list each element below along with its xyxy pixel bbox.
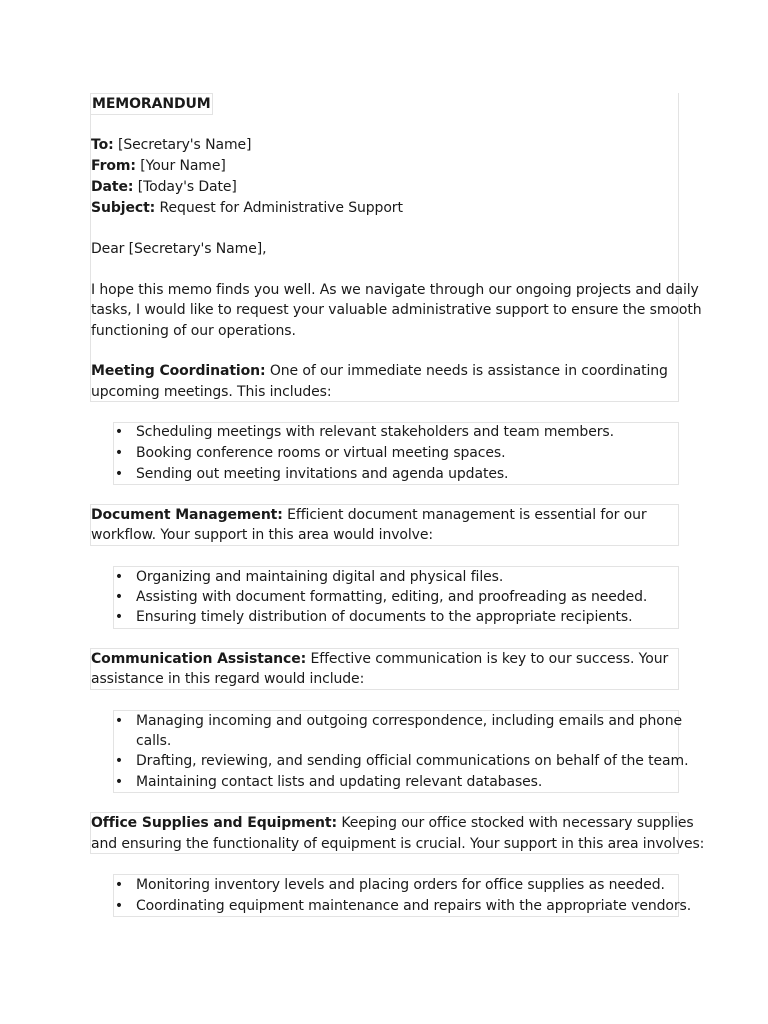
bullet-text: Organizing and maintaining digital and physical files. bbox=[136, 569, 504, 585]
bullet-item bbox=[114, 751, 689, 771]
section-text: Efficient document management is essential for our bbox=[282, 507, 647, 523]
date-value: [Today's Date] bbox=[137, 179, 237, 195]
bullet-text: Maintaining contact lists and updating relevant databases. bbox=[136, 774, 543, 790]
bullet-dot: • bbox=[114, 424, 124, 440]
intro-line: I hope this memo finds you well. As we navigate through our ongoing projects and daily bbox=[91, 282, 699, 298]
from-value: [Your Name] bbox=[140, 158, 226, 174]
intro-line: tasks, I would like to request your valuable administrative support to ensure the smooth bbox=[91, 302, 702, 318]
memo-from-line bbox=[91, 156, 226, 176]
bullet-dot: • bbox=[114, 609, 124, 625]
intro-line: functioning of our operations. bbox=[91, 323, 296, 339]
to-value: [Secretary's Name] bbox=[117, 137, 252, 153]
bullet-text: Drafting, reviewing, and sending official communications on behalf of the team. bbox=[136, 753, 689, 769]
section-heading: Office Supplies and Equipment: bbox=[91, 815, 337, 831]
memo-title: MEMORANDUM bbox=[90, 93, 213, 115]
section-paragraph-line: and ensuring the functionality of equipment is crucial. Your support in this area involves: bbox=[91, 836, 705, 852]
section-paragraph-line: workflow. Your support in this area would involve: bbox=[91, 527, 433, 543]
bullet-dot: • bbox=[114, 753, 124, 769]
section-heading: Document Management: bbox=[91, 507, 283, 523]
bullet-item bbox=[114, 711, 683, 731]
section-heading: Meeting Coordination: bbox=[91, 363, 266, 379]
bullet-dot: • bbox=[114, 774, 124, 790]
salutation: Dear [Secretary's Name], bbox=[91, 241, 267, 257]
bullet-dot: • bbox=[114, 589, 124, 605]
bullet-dot: • bbox=[114, 898, 124, 914]
section-text: Effective communication is key to our success. Your bbox=[306, 651, 669, 667]
bullet-text: Booking conference rooms or virtual meeting spaces. bbox=[136, 445, 506, 461]
bullet-item bbox=[114, 896, 692, 916]
section-paragraph-line: assistance in this regard would include: bbox=[91, 671, 365, 687]
section-text: Keeping our office stocked with necessary supplies bbox=[336, 815, 694, 831]
bullet-item bbox=[114, 464, 509, 484]
date-label: Date: bbox=[91, 179, 134, 195]
bullet-dot: • bbox=[114, 877, 124, 893]
bullet-text: Managing incoming and outgoing correspondence, including emails and phone bbox=[136, 713, 683, 729]
bullet-text: Assisting with document formatting, editing, and proofreading as needed. bbox=[136, 589, 648, 605]
section-paragraph-line bbox=[91, 505, 647, 525]
bullet-item bbox=[114, 567, 504, 587]
bullet-text: Ensuring timely distribution of documents to the appropriate recipients. bbox=[136, 609, 633, 625]
section-paragraph-line bbox=[91, 649, 668, 669]
from-label: From: bbox=[91, 158, 136, 174]
bullet-item bbox=[114, 875, 665, 895]
bullet-text: Scheduling meetings with relevant stakeholders and team members. bbox=[136, 424, 614, 440]
section-paragraph-line bbox=[91, 361, 668, 381]
memo-date-line bbox=[91, 177, 237, 197]
to-label: To: bbox=[91, 137, 114, 153]
subject-label: Subject: bbox=[91, 200, 156, 216]
section-heading: Communication Assistance: bbox=[91, 651, 307, 667]
section-paragraph-line bbox=[91, 813, 694, 833]
bullet-item bbox=[114, 607, 633, 627]
section-text: One of our immediate needs is assistance in coordinating bbox=[265, 363, 668, 379]
memo-to-line bbox=[91, 135, 251, 155]
bullet-dot: • bbox=[114, 466, 124, 482]
subject-value: Request for Administrative Support bbox=[159, 200, 403, 216]
bullet-item bbox=[114, 587, 648, 607]
bullet-item bbox=[114, 772, 543, 792]
bullet-item bbox=[114, 422, 614, 442]
bullet-text: Sending out meeting invitations and agenda updates. bbox=[136, 466, 509, 482]
bullet-item-continuation bbox=[136, 731, 171, 751]
bullet-text: Monitoring inventory levels and placing orders for office supplies as needed. bbox=[136, 877, 665, 893]
bullet-dot: • bbox=[114, 445, 124, 461]
bullet-dot: • bbox=[114, 569, 124, 585]
bullet-text: calls. bbox=[136, 733, 172, 749]
section-paragraph-line: upcoming meetings. This includes: bbox=[91, 384, 332, 400]
bullet-text: Coordinating equipment maintenance and repairs with the appropriate vendors. bbox=[136, 898, 692, 914]
memo-subject-line bbox=[91, 198, 403, 218]
bullet-dot: • bbox=[114, 713, 124, 729]
bullet-item bbox=[114, 443, 506, 463]
